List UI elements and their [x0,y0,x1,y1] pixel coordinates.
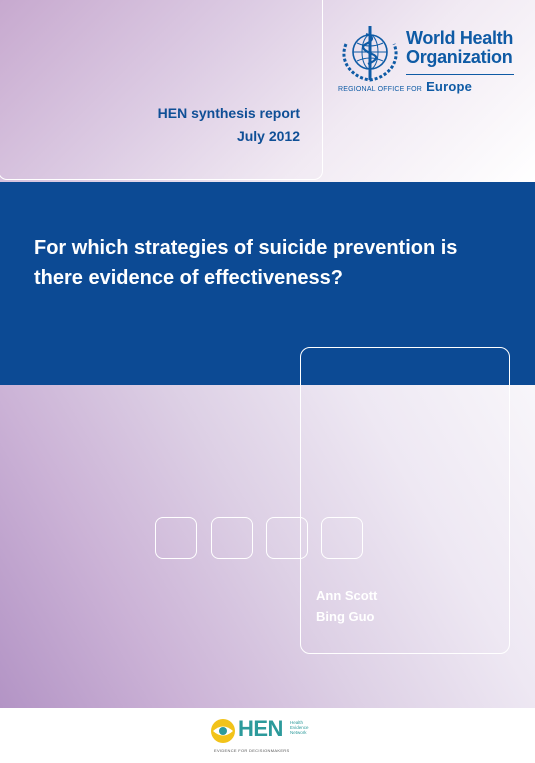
who-subtitle: REGIONAL OFFICE FOR [338,86,423,93]
report-title: For which strategies of suicide prevention is there evidence of effectiveness? [34,237,458,289]
who-divider [406,74,514,75]
who-logo [338,22,528,102]
decorative-square [211,517,253,559]
hen-logo [210,714,330,758]
hen-eye-icon [210,718,236,744]
hen-desc-line: Health [290,720,304,725]
who-name-line1: World Health [406,28,514,48]
hen-tagline: EVIDENCE FOR DECISIONMAKERS [214,748,290,753]
report-date: July 2012 [236,128,300,144]
decorative-square [266,517,308,559]
who-emblem-icon [338,22,402,86]
decorative-square [155,517,197,559]
hen-desc-line: Network [290,730,307,735]
author-frame [300,347,510,654]
who-name-line2: Organization [406,47,513,67]
author-name: Ann Scott [316,588,378,603]
hen-name: HEN [238,716,283,741]
who-region: Europe [426,79,473,94]
hen-desc-line: Evidence [290,725,309,730]
who-name [406,29,513,67]
report-type: HEN synthesis report [157,105,300,121]
decorative-square [321,517,363,559]
who-regional-office [338,79,528,94]
header-frame [0,0,323,180]
hen-description [290,720,330,735]
author-name: Bing Guo [316,609,375,624]
